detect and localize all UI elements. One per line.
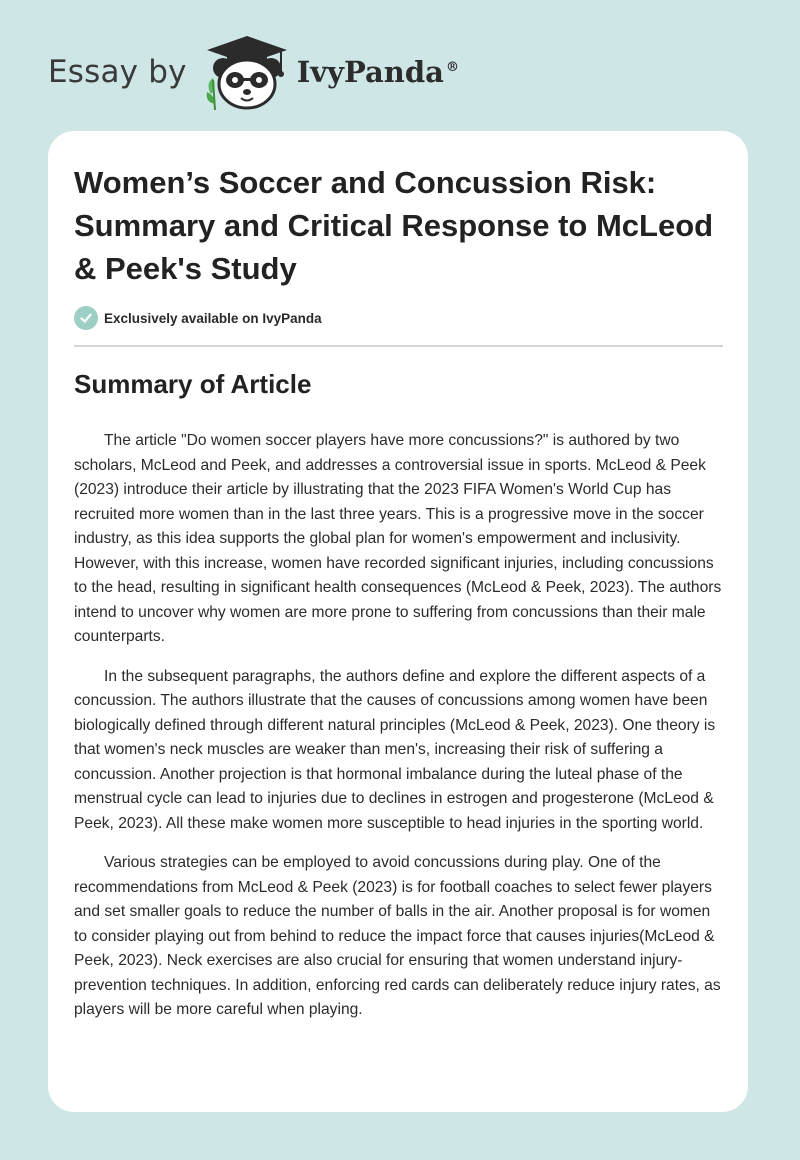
- article-body: [74, 429, 724, 1038]
- paragraph: Various strategies can be employed to avoid concussions during play. One of the recommendations from McLeod & Peek (2023) is for football coaches to select fewer players and set smaller goals to reduce the number of balls in the air. Another proposal is for women to consider playing out from behind to reduce the impact force that causes injuries(McLeod & Peek, 2023). Neck exercises are also crucial for ensuring that women understand injury-prevention techniques. In addition, enforcing red cards can deliberately reduce injury rates, as players will be more careful when playing.: [74, 854, 721, 1018]
- essay-by-label: Essay by: [48, 54, 187, 90]
- paragraph: In the subsequent paragraphs, the authors define and explore the different aspects of a concussion. The authors illustrate that the causes of concussions among women have been biologically defined through different natural principles (McLeod & Peek, 2023). One theory is that women's neck muscles are weaker than men's, increasing their risk of suffering a concussion. Another projection is that hormonal imbalance during the luteal phase of the menstrual cycle can lead to injuries due to declines in estrogen and progesterone (McLeod & Peek, 2023). All these make women more susceptible to head injuries in the sporting world.: [74, 667, 716, 832]
- paragraph: The article "Do women soccer players have more concussions?" is authored by two scholars, McLeod and Peek, and addresses a controversial issue in sports. McLeod & Peek (2023) introduce their article by illustrating that the 2023 FIFA Women's World Cup has recruited more women than in the last three years. This is a progressive move in the soccer industry, as this idea supports the global plan for women's empowerment and inclusivity. However, with this increase, women have recorded significant injuries, including concussions to the head, resulting in significant health consequences (McLeod & Peek, 2023). The authors intend to uncover why women are more prone to suffering from concussions than their male counterparts.: [74, 432, 722, 645]
- brand-name[interactable]: [297, 55, 459, 89]
- article-card: [48, 131, 748, 1112]
- section-heading: Summary of Article: [74, 369, 312, 399]
- exclusive-badge: [74, 306, 322, 330]
- registered-mark: ®: [445, 60, 459, 76]
- badge-text: Exclusively available on IvyPanda: [104, 310, 322, 326]
- site-header: [48, 32, 459, 112]
- brand-name-text: IvyPanda: [296, 55, 444, 89]
- divider: [74, 345, 723, 347]
- article-title: Women’s Soccer and Concussion Risk: Summary and Critical Response to McLeod & Peek's Study: [74, 165, 714, 286]
- panda-logo-icon[interactable]: [201, 32, 293, 112]
- check-icon: [74, 306, 98, 330]
